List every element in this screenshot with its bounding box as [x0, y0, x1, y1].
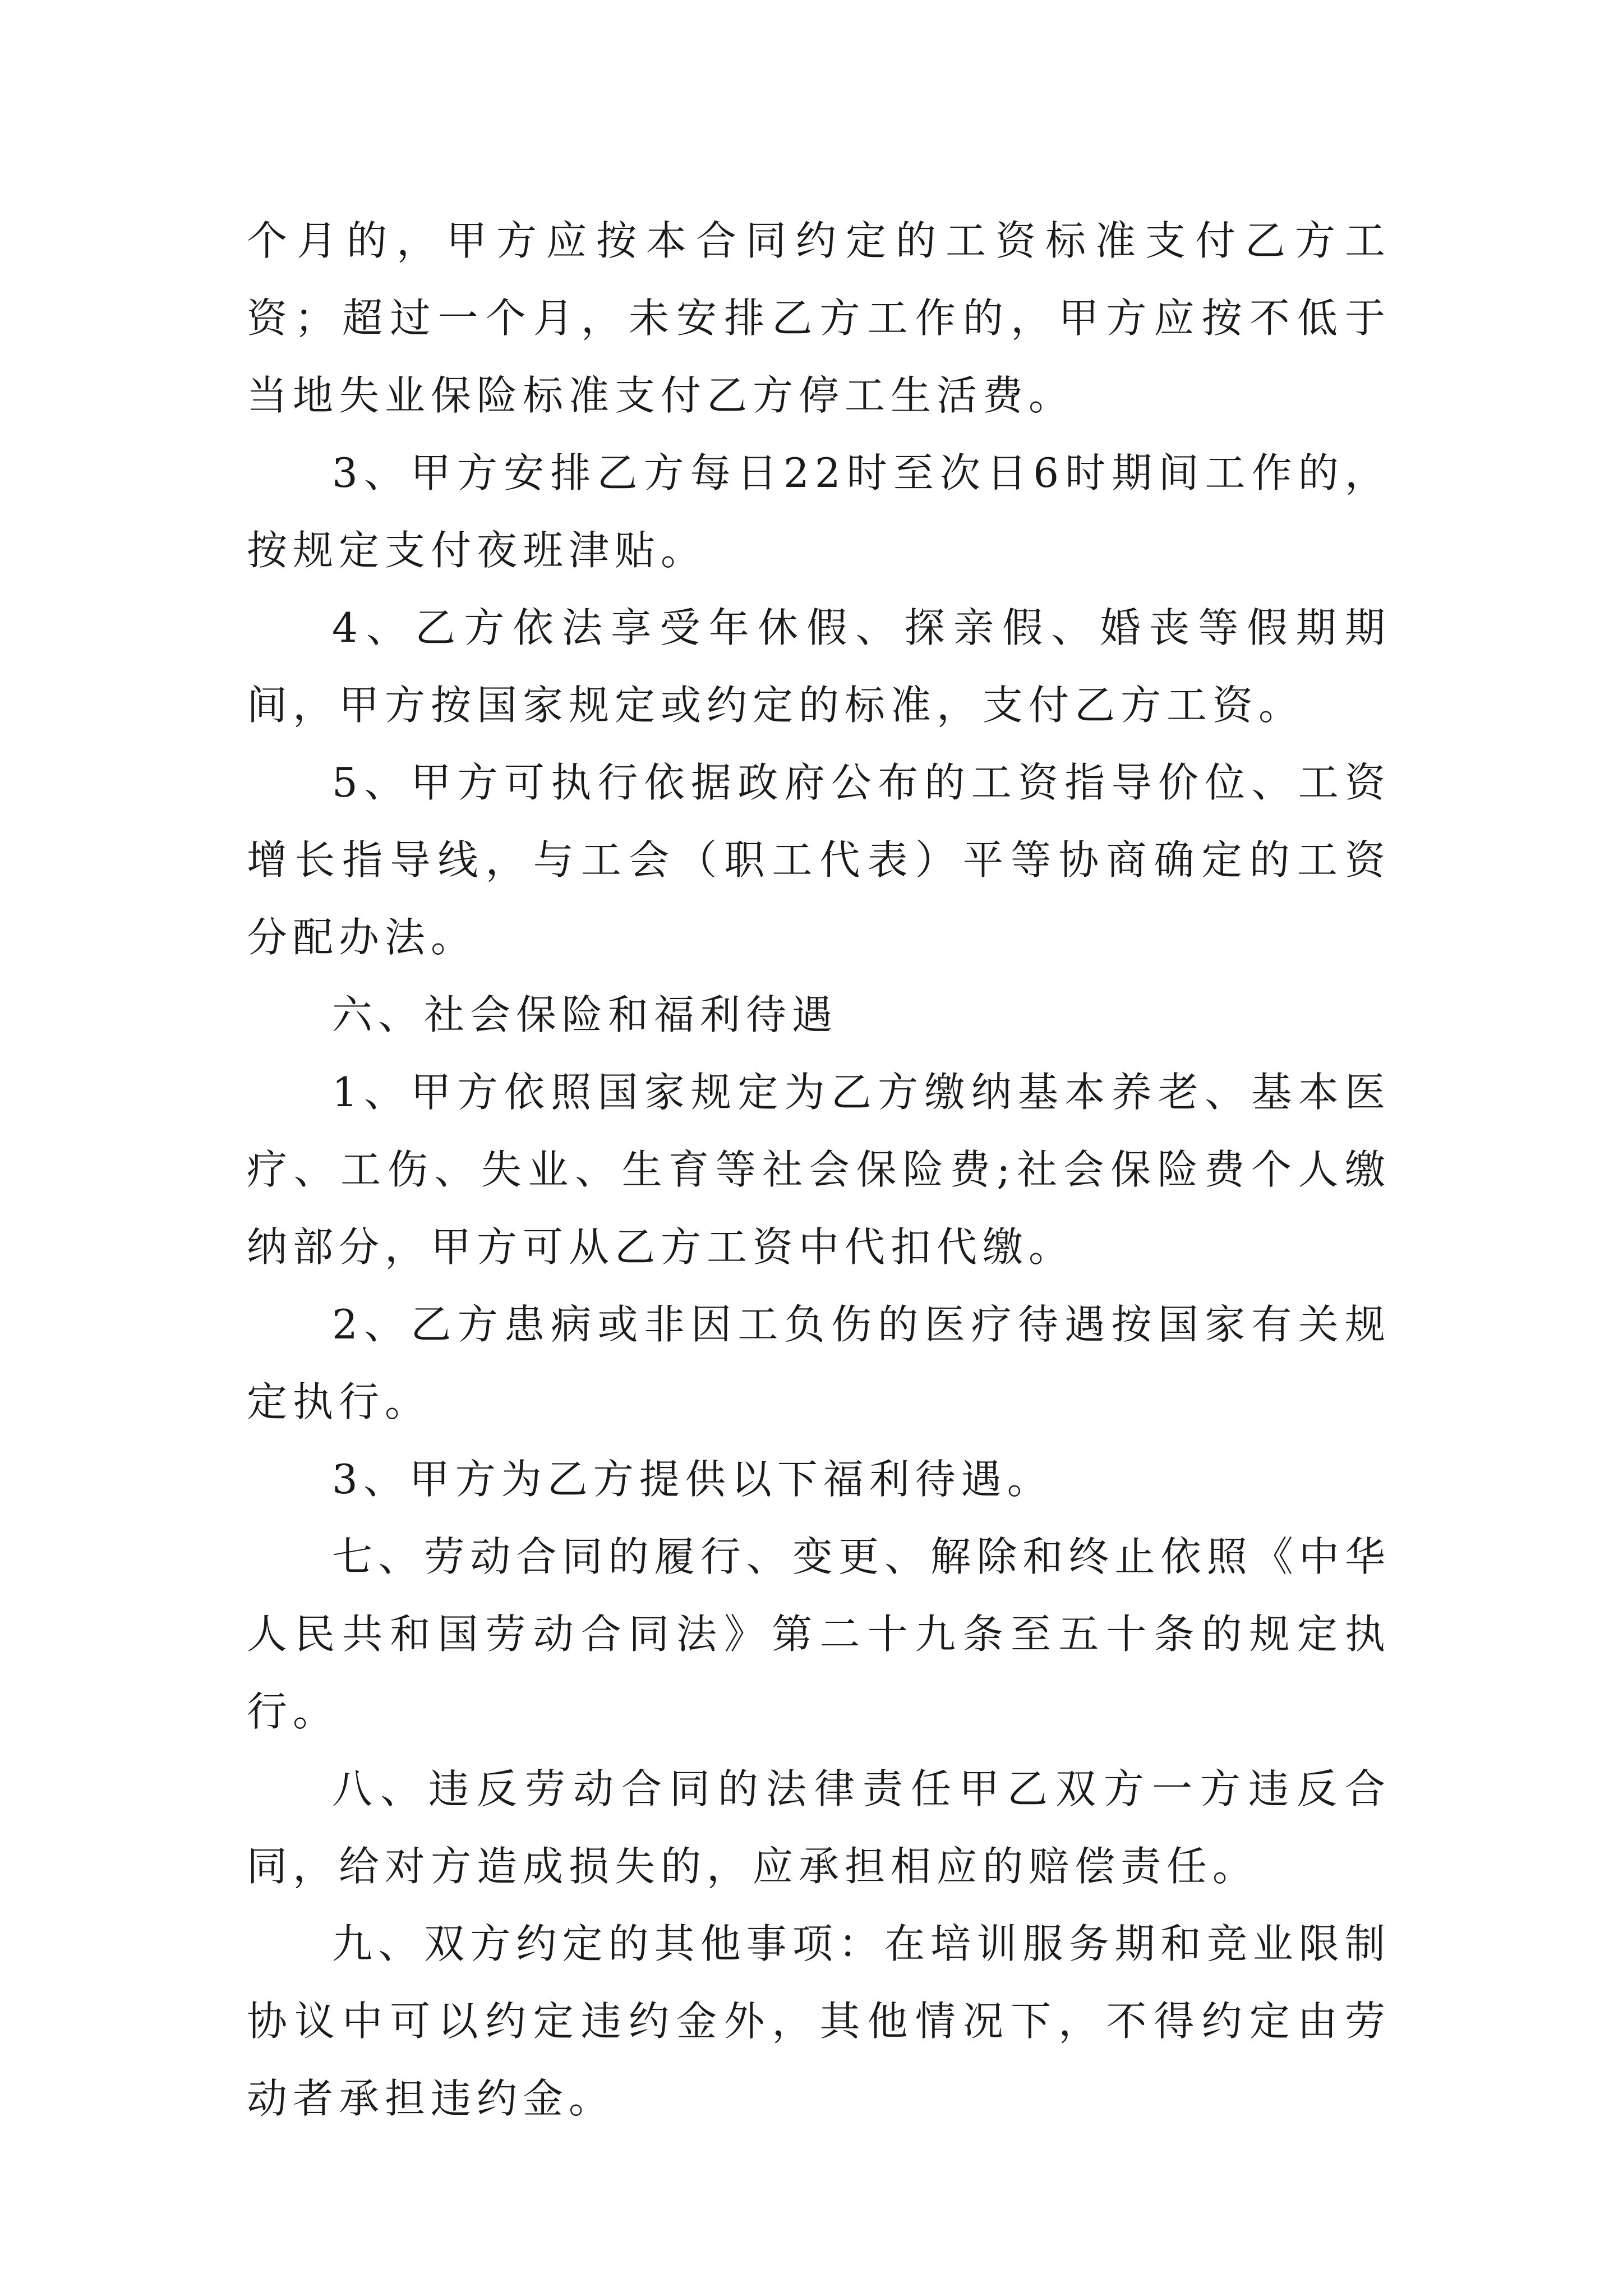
section-heading-social-insurance: 六、社会保险和福利待遇 — [332, 991, 838, 1038]
paragraph-wage-distribution: 5、甲方可执行依据政府公布的工资指导价位、工资增长指导线，与工会（职工代表）平等协商确定的工资分配办法。 — [247, 759, 1391, 961]
section-other-matters: 九、双方约定的其他事项：在培训服务期和竞业限制协议中可以约定违约金外，其他情况下，不得约定由劳动者承担违约金。 — [247, 1920, 1391, 2122]
paragraph-social-insurance-payment: 1、甲方依照国家规定为乙方缴纳基本养老、基本医疗、工伤、失业、生育等社会保险费;社会保险费个人缴纳部分，甲方可从乙方工资中代扣代缴。 — [247, 1069, 1391, 1271]
document-body — [247, 202, 1391, 2137]
paragraph-leave-wages: 4、乙方依法享受年休假、探亲假、婚丧等假期期间，甲方按国家规定或约定的标准，支付乙方工资。 — [247, 604, 1391, 729]
paragraph-medical-treatment: 2、乙方患病或非因工负伤的医疗待遇按国家有关规定执行。 — [247, 1301, 1391, 1425]
paragraph-welfare-benefits: 3、甲方为乙方提供以下福利待遇。 — [332, 1456, 1053, 1503]
paragraph-wage-continuation: 个月的，甲方应按本合同约定的工资标准支付乙方工资；超过一个月，未安排乙方工作的，甲方应按不低于当地失业保险标准支付乙方停工生活费。 — [247, 217, 1391, 419]
paragraph-night-shift-allowance: 3、甲方安排乙方每日22时至次日6时期间工作的，按规定支付夜班津贴。 — [247, 449, 1391, 574]
section-contract-performance: 七、劳动合同的履行、变更、解除和终止依照《中华人民共和国劳动合同法》第二十九条至五十条的规定执行。 — [247, 1533, 1391, 1735]
section-legal-liability: 八、违反劳动合同的法律责任甲乙双方一方违反合同，给对方造成损失的，应承担相应的赔偿责任。 — [247, 1765, 1391, 1890]
